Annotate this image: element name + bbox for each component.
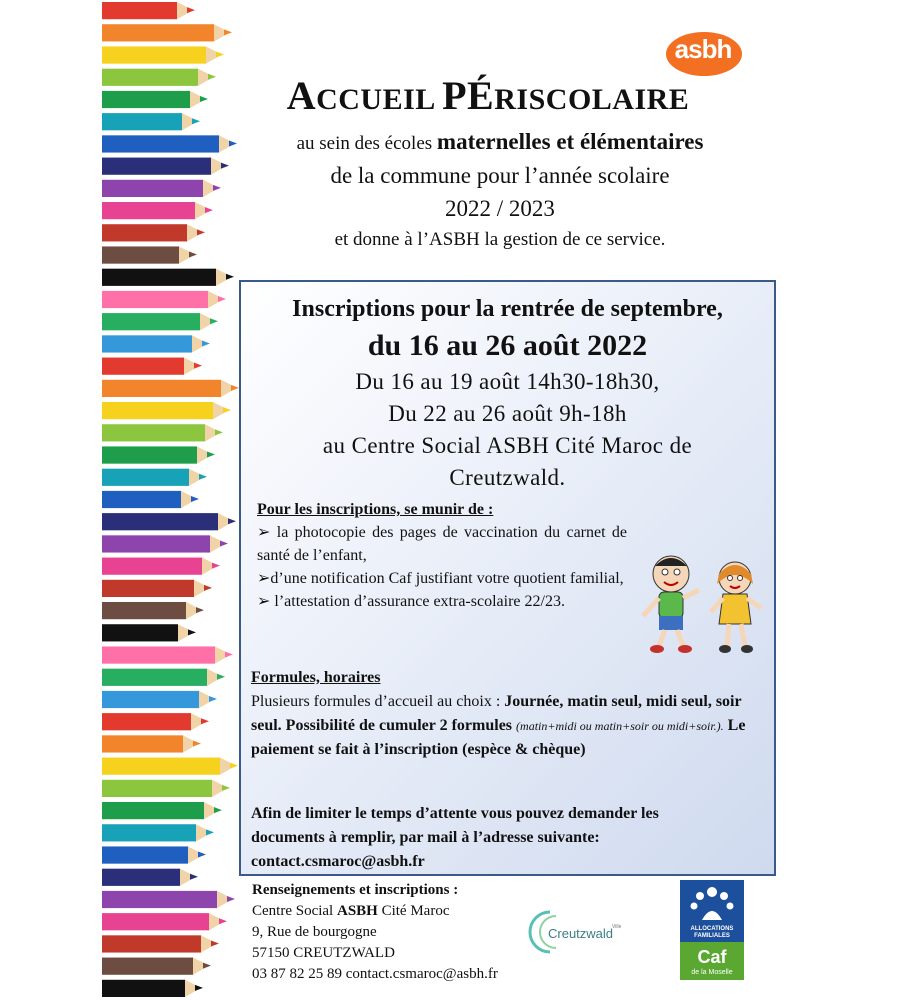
registration-header bbox=[241, 292, 774, 494]
pencil bbox=[102, 602, 204, 619]
formulas-text-2: Journée, matin seul, midi seul, soir seul. Possibilité de cumuler 2 formules bbox=[251, 693, 742, 734]
intro-line-1-text: au sein des écoles bbox=[296, 133, 437, 154]
school-year: 2022 / 2023 bbox=[445, 196, 555, 221]
intro-line-1-bold: maternelles et élémentaires bbox=[436, 129, 704, 154]
pencil bbox=[102, 802, 222, 819]
registration-box bbox=[239, 280, 776, 876]
pencil bbox=[102, 291, 226, 308]
requirement-item: ➢ l’attestation d’assurance extra-scolaire 22/23. bbox=[257, 593, 565, 610]
page-title bbox=[262, 72, 714, 119]
footer-info bbox=[252, 880, 532, 985]
pencil bbox=[102, 891, 235, 908]
pencil bbox=[102, 780, 230, 797]
footer-org-bold: ASBH bbox=[336, 903, 378, 919]
pencil bbox=[102, 202, 213, 219]
girl-figure bbox=[711, 562, 761, 653]
pencil bbox=[102, 24, 232, 41]
pencil bbox=[102, 46, 224, 63]
creutzwald-text: Creutzwald bbox=[548, 926, 614, 941]
formulas-heading: Formules, horaires bbox=[251, 669, 381, 686]
colored-pencils-image bbox=[102, 0, 242, 1000]
pencil bbox=[102, 269, 234, 286]
footer-street: 9, Rue de bourgogne bbox=[252, 924, 377, 940]
pencil bbox=[102, 669, 225, 686]
formulas-small-note: (matin+midi ou matin+soir ou midi+soir.). bbox=[516, 719, 724, 733]
caf-line-2: FAMILIALES bbox=[694, 933, 730, 939]
requirement-item: ➢ la photocopie des pages de vaccination du carnet de santé de l’enfant, bbox=[257, 524, 627, 564]
footer-org-post: Cité Maroc bbox=[377, 903, 450, 919]
pencil bbox=[102, 513, 236, 530]
pencil bbox=[102, 446, 215, 463]
pencil bbox=[102, 713, 209, 730]
slot-1: Du 16 au 19 août 14h30-18h30, bbox=[355, 369, 660, 394]
footer-phone-mail: 03 87 82 25 89 contact.csmaroc@asbh.fr bbox=[252, 966, 498, 982]
pencil bbox=[102, 691, 217, 708]
pencil bbox=[102, 358, 202, 375]
pencil bbox=[102, 824, 214, 841]
title-part-pe: PÉ bbox=[442, 73, 495, 118]
contact-block bbox=[251, 802, 761, 874]
pencil bbox=[102, 580, 212, 597]
pencil bbox=[102, 180, 221, 197]
contact-line-2: documents à remplir, par mail à l’adresse suivante: bbox=[251, 829, 600, 846]
formulas-text-3: Le paiement se fait à l’inscription (espèce & chèque) bbox=[251, 717, 746, 758]
pencil bbox=[102, 980, 203, 997]
pencil bbox=[102, 91, 208, 108]
caf-logo bbox=[680, 880, 744, 980]
requirement-item: ➢d’une notification Caf justifiant votre quotient familial, bbox=[257, 570, 624, 587]
caf-word: Caf bbox=[697, 947, 727, 967]
pencil bbox=[102, 113, 200, 130]
contact-email[interactable]: contact.csmaroc@asbh.fr bbox=[251, 853, 425, 870]
intro-line-4: et donne à l’ASBH la gestion de ce service. bbox=[334, 229, 666, 250]
pencil bbox=[102, 224, 205, 241]
intro-line-2: de la commune pour l’année scolaire bbox=[330, 163, 670, 188]
creutzwald-logo bbox=[526, 908, 622, 956]
requirements-heading: Pour les inscriptions, se munir de : bbox=[257, 501, 494, 518]
pencil bbox=[102, 135, 237, 152]
pencil bbox=[102, 758, 238, 775]
caf-subtitle: de la Moselle bbox=[691, 969, 733, 976]
pencil bbox=[102, 846, 206, 863]
intro-line-1 bbox=[240, 127, 760, 159]
registration-dates: du 16 au 26 août 2022 bbox=[367, 329, 648, 362]
title-part-riscolaire: RISCOLAIRE bbox=[494, 83, 690, 116]
pencil bbox=[102, 735, 201, 752]
pencil bbox=[102, 646, 233, 663]
footer-heading: Renseignements et inscriptions : bbox=[252, 882, 459, 898]
footer-org-pre: Centre Social bbox=[252, 903, 337, 919]
title-part-ccueil: CCUEIL bbox=[316, 83, 443, 116]
pencil bbox=[102, 2, 195, 19]
pencil bbox=[102, 535, 228, 552]
footer-city: 57150 CREUTZWALD bbox=[252, 945, 395, 961]
registration-heading: Inscriptions pour la rentrée de septembre, bbox=[292, 296, 723, 322]
intro-block bbox=[240, 127, 760, 255]
pencil bbox=[102, 558, 220, 575]
children-illustration bbox=[637, 552, 767, 662]
pencil bbox=[102, 469, 207, 486]
formulas-block bbox=[251, 666, 761, 762]
title-letter-a: A bbox=[286, 73, 317, 118]
slot-2: Du 22 au 26 août 9h-18h bbox=[388, 401, 627, 426]
pencil bbox=[102, 491, 199, 508]
boy-figure bbox=[643, 556, 699, 653]
pencil bbox=[102, 958, 211, 975]
footer-org bbox=[252, 901, 532, 922]
requirements-block bbox=[257, 498, 627, 613]
pencil bbox=[102, 158, 229, 175]
formulas-text bbox=[251, 690, 761, 762]
contact-line-1: Afin de limiter le temps d’attente vous pouvez demander les bbox=[251, 805, 659, 822]
place-line-2: Creutzwald. bbox=[449, 465, 566, 490]
creutzwald-sup: Ville bbox=[612, 924, 622, 930]
pencil bbox=[102, 335, 210, 352]
pencil bbox=[102, 935, 219, 952]
pencil bbox=[102, 313, 218, 330]
pencil bbox=[102, 424, 223, 441]
pencil bbox=[102, 624, 196, 641]
pencil bbox=[102, 69, 216, 86]
pencil bbox=[102, 246, 197, 263]
pencil bbox=[102, 869, 198, 886]
caf-line-1: ALLOCATIONS bbox=[690, 926, 734, 932]
asbh-logo-text: asbh bbox=[674, 34, 732, 64]
formulas-text-1: Plusieurs formules d’accueil au choix : bbox=[251, 693, 505, 710]
place-line-1: au Centre Social ASBH Cité Maroc de bbox=[322, 433, 693, 458]
pencil bbox=[102, 380, 239, 397]
pencil bbox=[102, 913, 227, 930]
pencil bbox=[102, 402, 231, 419]
